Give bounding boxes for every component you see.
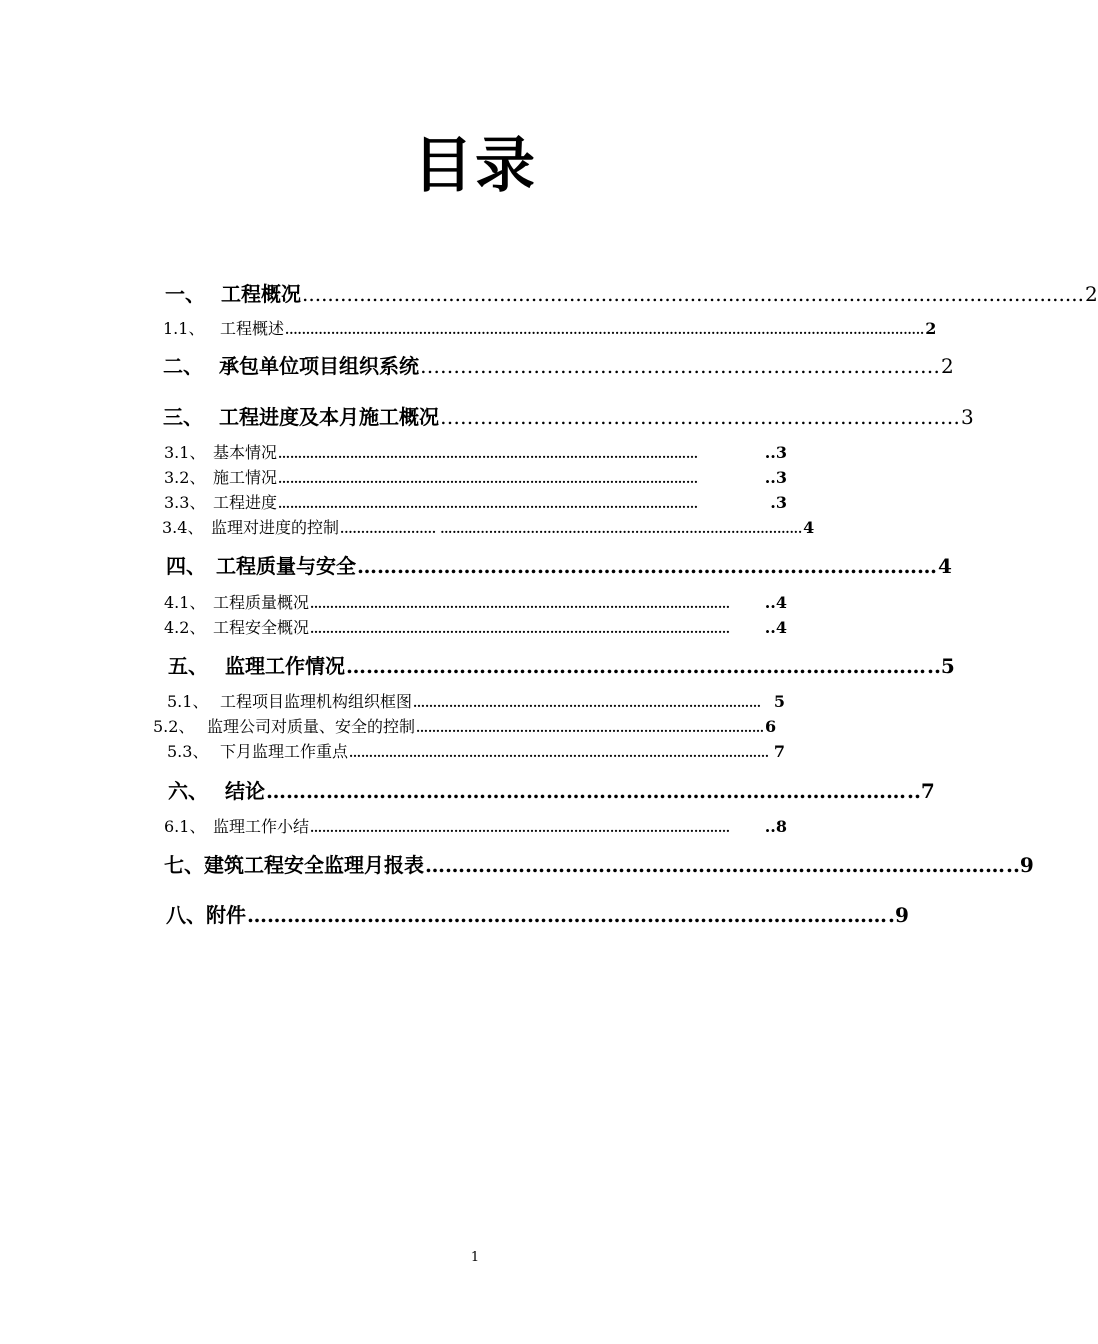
toc-number: 四、 (166, 554, 206, 578)
toc-label: 附件 (206, 903, 246, 927)
toc-number: 一、 (165, 282, 205, 306)
toc-page: 7 (773, 742, 785, 761)
toc-label: 下月监理工作重点 (220, 742, 349, 761)
toc-entry-3-2[interactable] (164, 465, 787, 488)
toc-label: 结论 (225, 779, 265, 803)
toc-number: 1.1、 (163, 319, 205, 338)
toc-label: 承包单位项目组织系统 (219, 354, 419, 378)
toc-number: 5.3、 (167, 742, 209, 761)
toc-entry-4-2[interactable] (164, 615, 787, 638)
toc-label: 工程质量与安全 (216, 554, 356, 578)
page-number: 1 (470, 1250, 480, 1265)
toc-page: 5 (773, 692, 785, 711)
toc-leader: …………………………………………………………………………… (357, 554, 937, 578)
toc-leader: …………………………………………………………………………… (346, 654, 926, 678)
toc-number: 4.1、 (164, 593, 206, 612)
toc-leader: …………………………………………………………………………………… (266, 779, 906, 803)
toc-leader: …………………………………………………………………………………… (247, 903, 887, 927)
toc-number: 3.4、 (162, 518, 204, 537)
toc-entry-5-2[interactable] (153, 714, 777, 737)
toc-page: 4 (938, 554, 952, 578)
toc-page: ..4 (764, 618, 787, 637)
toc-entry-2[interactable] (163, 350, 954, 379)
toc-label: 工程安全概况 (213, 618, 310, 637)
toc-label: 建筑工程安全监理月报表 (204, 853, 424, 877)
toc-entry-3-4[interactable] (162, 515, 815, 538)
toc-page: 2 (1084, 282, 1098, 306)
toc-leader: …………………………………………………………………………………………… (310, 622, 731, 636)
toc-leader: …………………………………………………………………………………………… (310, 821, 731, 835)
toc-leader: ........................................................................................................................... (302, 282, 1084, 306)
toc-number: 5.2、 (153, 717, 195, 736)
toc-page: ..5 (927, 654, 955, 678)
toc-leader: …………………………………………………………………………………………… (278, 497, 699, 511)
toc-number: 5.1、 (167, 692, 209, 711)
toc-label: 工程项目监理机构组织框图 (220, 692, 413, 711)
toc-number: 4.2、 (164, 618, 206, 637)
toc-page: ..7 (907, 779, 935, 803)
toc-entry-4[interactable] (166, 550, 952, 579)
toc-leader: …………………………………………………………………………………………… (278, 472, 699, 486)
toc-label: 工程概况 (221, 282, 301, 306)
toc-page: ..9 (1006, 853, 1034, 877)
toc-page: ..4 (764, 593, 787, 612)
toc-label: 工程质量概况 (213, 593, 310, 612)
toc-page: 2 (941, 354, 954, 378)
toc-number: 六、 (168, 779, 208, 803)
toc-entry-5-3[interactable] (167, 739, 785, 762)
toc-number: 3.2、 (164, 468, 206, 487)
toc-page: 2 (925, 319, 937, 338)
document-title: 目录 (413, 131, 537, 201)
toc-leader: …………………………………………………………………………… (425, 853, 1005, 877)
toc-entry-3-1[interactable] (164, 440, 787, 463)
toc-number: 二、 (163, 354, 203, 378)
toc-entry-7[interactable] (164, 849, 1034, 878)
toc-page: 6 (765, 717, 777, 736)
toc-page: ..3 (764, 468, 787, 487)
toc-page: .9 (888, 903, 909, 927)
toc-number: 3.1、 (164, 443, 206, 462)
toc-entry-1-1[interactable] (163, 316, 937, 339)
toc-number: 3.3、 (164, 493, 206, 512)
toc-number: 三、 (163, 405, 203, 429)
toc-label: 监理对进度的控制 (211, 518, 340, 537)
toc-entry-3-3[interactable] (164, 490, 787, 513)
toc-entry-6[interactable] (168, 775, 935, 804)
toc-leader: ....................... ……….............................................................................. (340, 522, 803, 536)
toc-number: 6.1、 (164, 817, 206, 836)
toc-label: 基本情况 (213, 443, 278, 462)
toc-number: 五、 (168, 654, 208, 678)
toc-leader: …………………………………………………………………… (440, 405, 960, 429)
toc-entry-5[interactable] (168, 650, 955, 679)
toc-page: ..8 (764, 817, 787, 836)
toc-number: 七、 (164, 853, 204, 877)
toc-entry-6-1[interactable] (164, 814, 787, 837)
toc-label: 监理工作情况 (225, 654, 345, 678)
toc-leader: …………………………………………………………………………………………… (349, 746, 770, 760)
toc-leader: ......................................................................................................................................................... (285, 323, 925, 337)
toc-label: 工程进度及本月施工概况 (219, 405, 439, 429)
toc-page: .3 (770, 493, 787, 512)
toc-label: 工程概述 (220, 319, 285, 338)
toc-leader: …………………………………………………………………………………………… (310, 597, 731, 611)
toc-leader: …………………………………………………………………………… (413, 696, 762, 710)
toc-entry-8[interactable] (166, 899, 909, 928)
toc-page: 4 (803, 518, 815, 537)
toc-page: 3 (961, 405, 974, 429)
toc-label: 监理公司对质量、安全的控制 (207, 717, 416, 736)
toc-entry-5-1[interactable] (167, 689, 785, 712)
toc-page: ..3 (764, 443, 787, 462)
toc-leader: …………………………………………………………………… (420, 354, 940, 378)
toc-entry-3[interactable] (163, 401, 974, 430)
toc-entry-1[interactable] (165, 278, 1098, 307)
toc-leader: …………………………………………………………………………… (416, 721, 765, 735)
toc-label: 工程进度 (213, 493, 278, 512)
toc-entry-4-1[interactable] (164, 590, 787, 613)
toc-leader: …………………………………………………………………………………………… (278, 447, 699, 461)
toc-number: 八、 (166, 903, 206, 927)
toc-label: 监理工作小结 (213, 817, 310, 836)
toc-label: 施工情况 (213, 468, 278, 487)
